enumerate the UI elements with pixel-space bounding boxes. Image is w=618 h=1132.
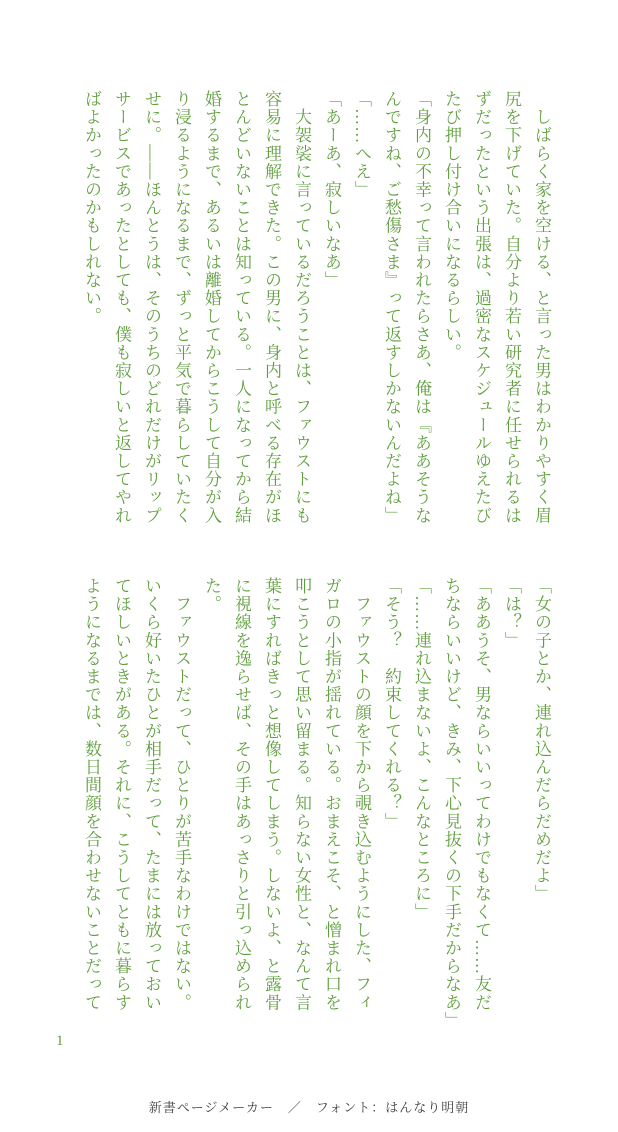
text-line: に視線を逸らせば、その手はあっさりと引っ込められ — [232, 577, 251, 1012]
text-line: 容易に理解できた。この男に、身内と呼べる存在がほ — [262, 90, 281, 525]
text-line: ファウストだって、ひとりが苦手なわけではない。 — [172, 577, 191, 1012]
text-line: 叩こうとして思い留まる。知らない女性と、なんて言 — [292, 577, 311, 1012]
text-line: 尻を下げていた。自分より若い研究者に任せられるは — [502, 90, 521, 525]
text-line: ちならいいけど、きみ、下心見抜くの下手だからなあ」 — [442, 577, 461, 1030]
text-line: 「は？」 — [502, 577, 521, 650]
text-line: たび押し付け合いになるらしい。 — [442, 90, 461, 362]
text-line: サービスであったとしても、僕も寂しいと返してやれ — [112, 90, 131, 525]
text-line: ずだったという出張は、過密なスケジュールゆえたび — [472, 90, 491, 525]
text-line: 「あーあ、寂しいなあ」 — [322, 90, 341, 290]
text-line: せに。――ほんとうは、そのうちのどれだけがリップ — [142, 90, 161, 525]
text-line: いくら好いたひとが相手だって、たまには放っておい — [142, 577, 161, 1012]
text-line: 大袈裟に言っているだろうことは、ファウストにも — [292, 90, 311, 525]
text-line: 「女の子とか、連れ込んだらだめだよ」 — [532, 577, 551, 903]
text-line: 葉にすればきっと想像してしまう。しないよ、と露骨 — [262, 577, 281, 1012]
text-line: ようになるまでは、数日間顔を合わせないことだって — [82, 577, 101, 1012]
text-line: ファウストの顔を下から覗き込むようにした、フィ — [352, 577, 371, 1012]
text-line: た。 — [202, 577, 221, 614]
text-line: 「身内の不幸って言われたらさあ、俺は『ああそうな — [412, 90, 431, 525]
text-line: り浸るようになるまで、ずっと平気で暮らしていたく — [172, 90, 191, 525]
text-line: 婚するまで、あるいは離婚してからこうして自分が入 — [202, 90, 221, 525]
text-line: 「ああうそ、男ならいいってわけでもなくて……友だ — [472, 577, 491, 1012]
vertical-text-block-bottom — [76, 577, 556, 1037]
text-line: ばよかったのかもしれない。 — [82, 90, 101, 326]
text-line: んですね、ご愁傷さま』って返すしかないんだよね」 — [382, 90, 401, 525]
text-line: とんどいないことは知っている。一人になってから結 — [232, 90, 251, 525]
text-line: しばらく家を空ける、と言った男はわかりやすく眉 — [532, 90, 551, 525]
text-line: 「……連れ込まないよ、こんなところに」 — [412, 577, 431, 921]
text-line: てほしいときがある。それに、こうしてともに暮らす — [112, 577, 131, 1012]
page-number: 1 — [56, 1033, 64, 1049]
text-line: ガロの小指が揺れている。おまえこそ、と憎まれ口を — [322, 577, 341, 1012]
footer-caption: 新書ページメーカー ／ フォント：はんなり明朝 — [148, 1100, 470, 1115]
text-line: 「そう？ 約束してくれる？」 — [382, 577, 401, 831]
vertical-text-block-top — [76, 90, 556, 542]
text-line: 「……へえ」 — [352, 90, 371, 199]
